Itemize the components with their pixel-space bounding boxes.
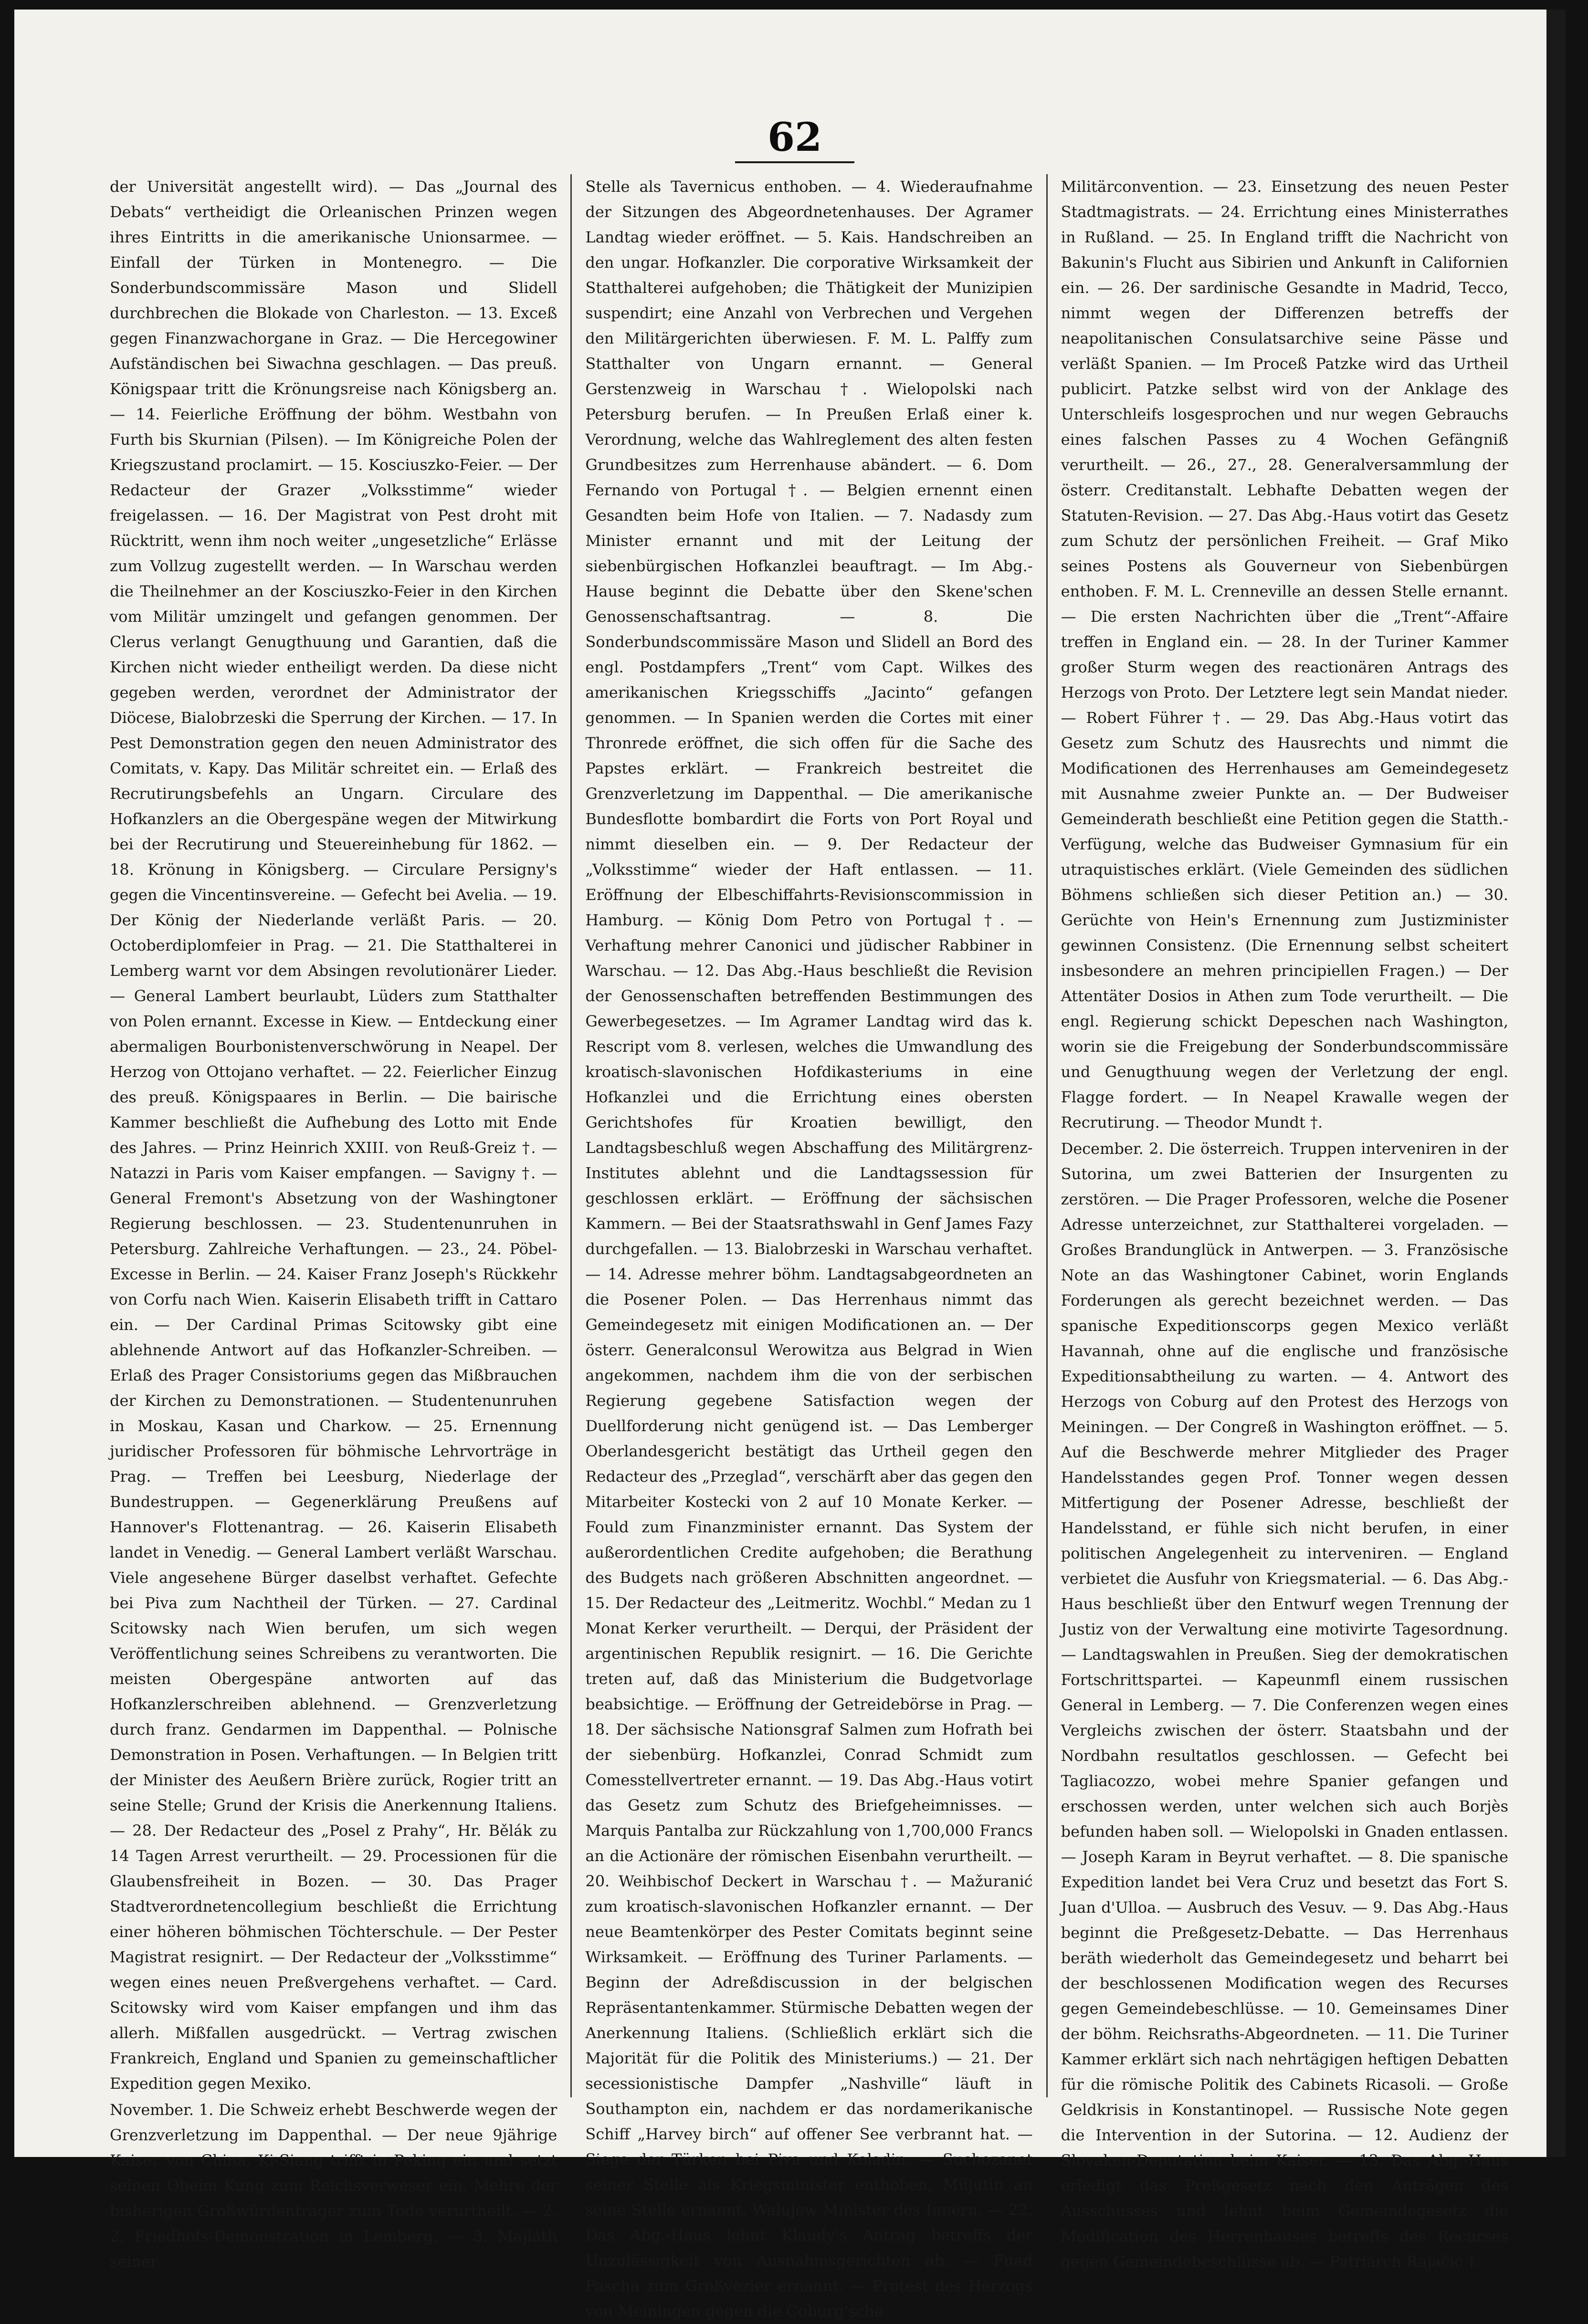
page-number: 62	[767, 115, 822, 160]
newspaper-page	[14, 10, 1566, 2320]
scan-edge	[1546, 10, 1566, 2157]
column-3-paragraph-1: Militärconvention. — 23. Einsetzung des neuen Pester Stadtmagistrats. — 24. Errichtung eines Ministerrathes in Rußland. — 25. In England trifft die Nachricht von Bakunin's Flucht aus Sibirien und Ankunft in Californien ein. — 26. Der sardinische Gesandte in Madrid, Tecco, nimmt wegen der Differenzen betreffs der neapolitanischen Consulatsarchive seine Pässe und verläßt Spanien. — Im Proceß Patzke wird das Urtheil publicirt. Patzke selbst wird von der Anklage des Unterschleifs losgesprochen und nur wegen Gebrauchs eines falschen Passes zu 4 Wochen Gefängniß verurtheilt. — 26., 27., 28. Generalversammlung der österr. Creditanstalt. Lebhafte Debatten wegen der Statuten-Revision. — 27. Das Abg.-Haus votirt das Gesetz zum Schutz der persönlichen Freiheit. — Graf Miko seines Postens als Gouverneur von Siebenbürgen enthoben. F. M. L. Crenneville an dessen Stelle ernannt. — Die ersten Nachrichten über die „Trent“-Affaire treffen in England ein. — 28. In der Turiner Kammer großer Sturm wegen des reactionären Antrags des Herzogs von Proto. Der Letztere legt sein Mandat nieder. — Robert Führer †. — 29. Das Abg.-Haus votirt das Gesetz zum Schutz des Hausrechts und nimmt die Modificationen des Herrenhauses am Gemeindegesetz mit Ausnahme zweier Punkte an. — Der Budweiser Gemeinderath beschließt eine Petition gegen die Statth.-Verfügung, welche das Budweiser Gymnasium für ein utraquistisches erklärt. (Viele Gemeinden des südlichen Böhmens schließen sich dieser Petition an.) — 30. Gerüchte von Hein's Ernennung zum Justizminister gewinnen Consistenz. (Die Ernennung selbst scheitert insbesondere an mehren principiellen Fragen.) — Der Attentäter Dosios in Athen zum Tode verurtheilt. — Die engl. Regierung schickt Depeschen nach Washington, worin sie die Freigebung der Sonderbundscommissäre und Genugthuung wegen der Verletzung der engl. Flagge fordert. — In Neapel Krawalle wegen der Recrutirung. — Theodor Mundt †.	[1061, 178, 1508, 1131]
column-divider	[1046, 174, 1048, 2097]
text-columns	[110, 174, 1508, 2320]
column-2	[585, 174, 1033, 2320]
column-1-paragraph-2: November. 1. Die Schweiz erhebt Beschwerde wegen der Grenzverletzung im Dappenthal. — Der neue 9jährige Kaiser von China, Ki-Siang trifft in Peking ein und setzt seinen Oheim Kung zum Reichsverweser ein. Mehre der bisherigen Großwürdenträger zum Tode verurtheilt. — 2. 2. Friedhofs-Demonstration in Lemberg. — 3. Majláth seiner	[110, 2101, 557, 2271]
column-3-paragraph-2: December. 2. Die österreich. Truppen interveniren in der Sutorina, um zwei Batterien der Insurgenten zu zerstören. — Die Prager Professoren, welche die Posener Adresse unterzeichnet, zur Statthalterei vorgeladen. — Großes Brandunglück in Antwerpen. — 3. Französische Note an das Washingtoner Cabinet, worin Englands Forderungen als gerecht bezeichnet werden. — Das spanische Expeditionscorps gegen Mexico verläßt Havannah, ohne auf die englische und französische Expeditionsabtheilung zu warten. — 4. Antwort des Herzogs von Coburg auf den Protest des Herzogs von Meiningen. — Der Congreß in Washington eröffnet. — 5. Auf die Beschwerde mehrer Mitglieder des Prager Handelsstandes gegen Prof. Tonner wegen dessen Mitfertigung der Posener Adresse, beschließt der Handelsstand, er fühle sich nicht berufen, in einer politischen Angelegenheit zu interveniren. — England verbietet die Ausfuhr von Kriegsmaterial. — 6. Das Abg.-Haus beschließt über den Entwurf wegen Trennung der Justiz von der Verwaltung eine motivirte Tagesordnung. — Landtagswahlen in Preußen. Sieg der demokratischen Fortschrittspartei. — Kapeunmfl einem russischen General in Lemberg. — 7. Die Conferenzen wegen eines Vergleichs zwischen der österr. Staatsbahn und der Nordbahn resultatlos geschlossen. — Gefecht bei Tagliacozzo, wobei mehre Spanier gefangen und erschossen werden, unter welchen sich auch Borjès befunden haben soll. — Wielopolski in Gnaden entlassen. — Joseph Karam in Beyrut verhaftet. — 8. Die spanische Expedition landet bei Vera Cruz und besetzt das Fort S. Juan d'Ulloa. — Ausbruch des Vesuv. — 9. Das Abg.-Haus beginnt die Preßgesetz-Debatte. — Das Herrenhaus beräth wiederholt das Gemeindegesetz und beharrt bei der beschlossenen Modification wegen des Recurses gegen Gemeindebeschlüsse. — 10. Gemeinsames Diner der böhm. Reichsraths-Abgeordneten. — 11. Die Turiner Kammer erklärt sich nach nehrtägigen heftigen Debatten für die römische Politik des Cabinets Ricasoli. — Große Geldkrisis in Konstantinopel. — Russische Note gegen die Intervention in der Sutorina. — 12. Audienz der Slovaken-Deputation beim Kaiser. — 13. Das Abg.-Haus erledigt das Preßgesetz nach den Anträgen des Ausschusses und lehnt beim Gemeindegesetz die Modification des Herrenhauses betreffs des Recurses gegen Gemeindebeschlüsse ab. — Patriarch Rajačić †.	[1061, 1140, 1508, 2271]
column-divider	[570, 174, 572, 2097]
column-1-paragraph-1: der Universität angestellt wird). — Das „Journal des Debats“ vertheidigt die Orleanischen Prinzen wegen ihres Eintritts in die amerikanische Unionsarmee. — Einfall der Türken in Montenegro. — Die Sonderbundscommissäre Mason und Slidell durchbrechen die Blokade von Charleston. — 13. Exceß gegen Finanzwachorgane in Graz. — Die Hercegowiner Aufständischen bei Siwachna geschlagen. — Das preuß. Königspaar tritt die Krönungsreise nach Königsberg an. — 14. Feierliche Eröffnung der böhm. Westbahn von Furth bis Skurnian (Pilsen). — Im Königreiche Polen der Kriegszustand proclamirt. — 15. Kosciuszko-Feier. — Der Redacteur der Grazer „Volksstimme“ wieder freigelassen. — 16. Der Magistrat von Pest droht mit Rücktritt, wenn ihm noch weiter „ungesetzliche“ Erlässe zum Vollzug zugestellt werden. — In Warschau werden die Theilnehmer an der Kosciuszko-Feier in den Kirchen vom Militär umzingelt und gefangen genommen. Der Clerus verlangt Genugthuung und Garantien, daß die Kirchen nicht wieder entheiligt werden. Da diese nicht gegeben werden, verordnet der Administrator der Diöcese, Bialobrzeski die Sperrung der Kirchen. — 17. In Pest Demonstration gegen den neuen Administrator des Comitats, v. Kapy. Das Militär schreitet ein. — Erlaß des Recrutirungsbefehls an Ungarn. Circulare des Hofkanzlers an die Obergespäne wegen der Mitwirkung bei der Recrutirung und Steuereinhebung für 1862. — 18. Krönung in Königsberg. — Circulare Persigny's gegen die Vincentinsvereine. — Gefecht bei Avelia. — 19. Der König der Niederlande verläßt Paris. — 20. Octoberdiplomfeier in Prag. — 21. Die Statthalterei in Lemberg warnt vor dem Absingen revolutionärer Lieder. — General Lambert beurlaubt, Lüders zum Statthalter von Polen ernannt. Excesse in Kiew. — Entdeckung einer abermaligen Bourbonistenverschwörung in Neapel. Der Herzog von Ottojano verhaftet. — 22. Feierlicher Einzug des preuß. Königspaares in Berlin. — Die bairische Kammer beschließt die Aufhebung des Lotto mit Ende des Jahres. — Prinz Heinrich XXIII. von Reuß-Greiz †. — Natazzi in Paris vom Kaiser empfangen. — Savigny †. — General Fremont's Absetzung von der Washingtoner Regierung beschlossen. — 23. Studentenunruhen in Petersburg. Zahlreiche Verhaftungen. — 23., 24. Pöbel-Excesse in Berlin. — 24. Kaiser Franz Joseph's Rückkehr von Corfu nach Wien. Kaiserin Elisabeth trifft in Cattaro ein. — Der Cardinal Primas Scitowsky gibt eine ablehnende Antwort auf das Hofkanzler-Schreiben. — Erlaß des Prager Consistoriums gegen das Mißbrauchen der Kirchen zu Demonstrationen. — Studentenunruhen in Moskau, Kasan und Charkow. — 25. Ernennung juridischer Professoren für böhmische Lehrvorträge in Prag. — Treffen bei Leesburg, Niederlage der Bundestruppen. — Gegenerklärung Preußens auf Hannover's Flottenantrag. — 26. Kaiserin Elisabeth landet in Venedig. — General Lambert verläßt Warschau. Viele angesehene Bürger daselbst verhaftet. Gefechte bei Piva zum Nachtheil der Türken. — 27. Cardinal Scitowsky nach Wien berufen, um sich wegen Veröffentlichung seines Schreibens zu verantworten. Die meisten Obergespäne antworten auf das Hofkanzlerschreiben ablehnend. — Grenzverletzung durch franz. Gendarmen im Dappenthal. — Polnische Demonstration in Posen. Verhaftungen. — In Belgien tritt der Minister des Aeußern Brière zurück, Rogier tritt an seine Stelle; Grund der Krisis die Anerkennung Italiens. — 28. Der Redacteur des „Posel z Prahy“, Hr. Bělák zu 14 Tagen Arrest verurtheilt. — 29. Processionen für die Glaubensfreiheit in Bozen. — 30. Das Prager Stadtverordnetencollegium beschließt die Errichtung einer höheren böhmischen Töchterschule. — Der Pester Magistrat resignirt. — Der Redacteur der „Volksstimme“ wegen eines neuen Preßvergehens verhaftet. — Card. Scitowsky wird vom Kaiser empfangen und ihm das allerh. Mißfallen ausgedrückt. — Vertrag zwischen Frankreich, England und Spanien zu gemeinschaftlicher Expedition gegen Mexiko.	[110, 178, 557, 2093]
column-3	[1061, 174, 1508, 2271]
column-2-paragraph-1: Stelle als Tavernicus enthoben. — 4. Wiederaufnahme der Sitzungen des Abgeordnetenhauses. Der Agramer Landtag wieder eröffnet. — 5. Kais. Handschreiben an den ungar. Hofkanzler. Die corporative Wirksamkeit der Statthalterei aufgehoben; die Thätigkeit der Munizipien suspendirt; eine Anzahl von Verbrechen und Vergehen den Militärgerichten überwiesen. F. M. L. Palffy zum Statthalter von Ungarn ernannt. — General Gerstenzweig in Warschau †. Wielopolski nach Petersburg berufen. — In Preußen Erlaß einer k. Verordnung, welche das Wahlreglement des alten festen Grundbesitzes zum Herrenhause abändert. — 6. Dom Fernando von Portugal †. — Belgien ernennt einen Gesandten beim Hofe von Italien. — 7. Nadasdy zum Minister ernannt und mit der Leitung der siebenbürgischen Hofkanzlei beauftragt. — Im Abg.-Hause beginnt die Debatte über den Skene'schen Genossenschaftsantrag. — 8. Die Sonderbundscommissäre Mason und Slidell an Bord des engl. Postdampfers „Trent“ vom Capt. Wilkes des amerikanischen Kriegsschiffs „Jacinto“ gefangen genommen. — In Spanien werden die Cortes mit einer Thronrede eröffnet, die sich offen für die Sache des Papstes erklärt. — Frankreich bestreitet die Grenzverletzung im Dappenthal. — Die amerikanische Bundesflotte bombardirt die Forts von Port Royal und nimmt dieselben ein. — 9. Der Redacteur der „Volksstimme“ wieder der Haft entlassen. — 11. Eröffnung der Elbeschiffahrts-Revisionscommission in Hamburg. — König Dom Petro von Portugal †. — Verhaftung mehrer Canonici und jüdischer Rabbiner in Warschau. — 12. Das Abg.-Haus beschließt die Revision der Genossenschaften betreffenden Bestimmungen des Gewerbegesetzes. — Im Agramer Landtag wird das k. Rescript vom 8. verlesen, welches die Umwandlung des kroatisch-slavonischen Hofdikasteriums in eine Hofkanzlei und die Errichtung eines obersten Gerichtshofes für Kroatien bewilligt, den Landtagsbeschluß wegen Abschaffung des Militärgrenz-Institutes ablehnt und die Landtagssession für geschlossen erklärt. — Eröffnung der sächsischen Kammern. — Bei der Staatsrathswahl in Genf James Fazy durchgefallen. — 13. Bialobrzeski in Warschau verhaftet. — 14. Adresse mehrer böhm. Landtagsabgeordneten an die Posener Polen. — Das Herrenhaus nimmt das Gemeindegesetz mit einigen Modificationen an. — Der österr. Generalconsul Werowitza aus Belgrad in Wien angekommen, nachdem ihm die von der serbischen Regierung gegebene Satisfaction wegen der Duellforderung nicht genügend ist. — Das Lemberger Oberlandesgericht bestätigt das Urtheil gegen den Redacteur des „Przeglad“, verschärft aber das gegen den Mitarbeiter Kostecki von 2 auf 10 Monate Kerker. — Fould zum Finanzminister ernannt. Das System der außerordentlichen Credite aufgehoben; die Berathung des Budgets nach größeren Abschnitten angeordnet. — 15. Der Redacteur des „Leitmeritz. Wochbl.“ Medan zu 1 Monat Kerker verurtheilt. — Derqui, der Präsident der argentinischen Republik resignirt. — 16. Die Gerichte treten auf, daß das Ministerium die Budgetvorlage beabsichtige. — Eröffnung der Getreidebörse in Prag. — 18. Der sächsische Nationsgraf Salmen zum Hofrath bei der siebenbürg. Hofkanzlei, Conrad Schmidt zum Comesstellvertreter ernannt. — 19. Das Abg.-Haus votirt das Gesetz zum Schutz des Briefgeheimnisses. — Marquis Pantalba zur Rückzahlung von 1,700,000 Francs an die Actionäre der römischen Eisenbahn verurtheilt. — 20. Weihbischof Deckert in Warschau †. — Mažuranić zum kroatisch-slavonischen Hofkanzler ernannt. — Der neue Beamtenkörper des Pester Comitats beginnt seine Wirksamkeit. — Eröffnung des Turiner Parlaments. — Beginn der Adreßdiscussion in der belgischen Repräsentantenkammer. Stürmische Debatten wegen der Anerkennung Italiens. (Schließlich erklärt sich die Majorität für die Politik des Ministeriums.) — 21. Der secessionistische Dampfer „Nashville“ läuft in Southampton ein, nachdem er das nordamerikanische Schiff „Harvey birch“ auf offener See verbrannt hat. — Siege der Türken bei Piva und Koladin. — Suchozanet seiner Stelle als Kriegsminister enthoben, Miljutin an seine Stelle ernannt. Walujew Minister des Innern. — 22. Das Abg.-Haus lehnt Klaudy's Antrag betreffs der Unzulässigkeit von Ausnahmsgerichten ab. — Fuad Pascha zum Großvezier ernannt. — Protest des Herzogs von Meiningen gegen die Coburg'sche	[585, 178, 1033, 2320]
column-1	[110, 174, 557, 2271]
page-number-underline	[735, 161, 854, 163]
